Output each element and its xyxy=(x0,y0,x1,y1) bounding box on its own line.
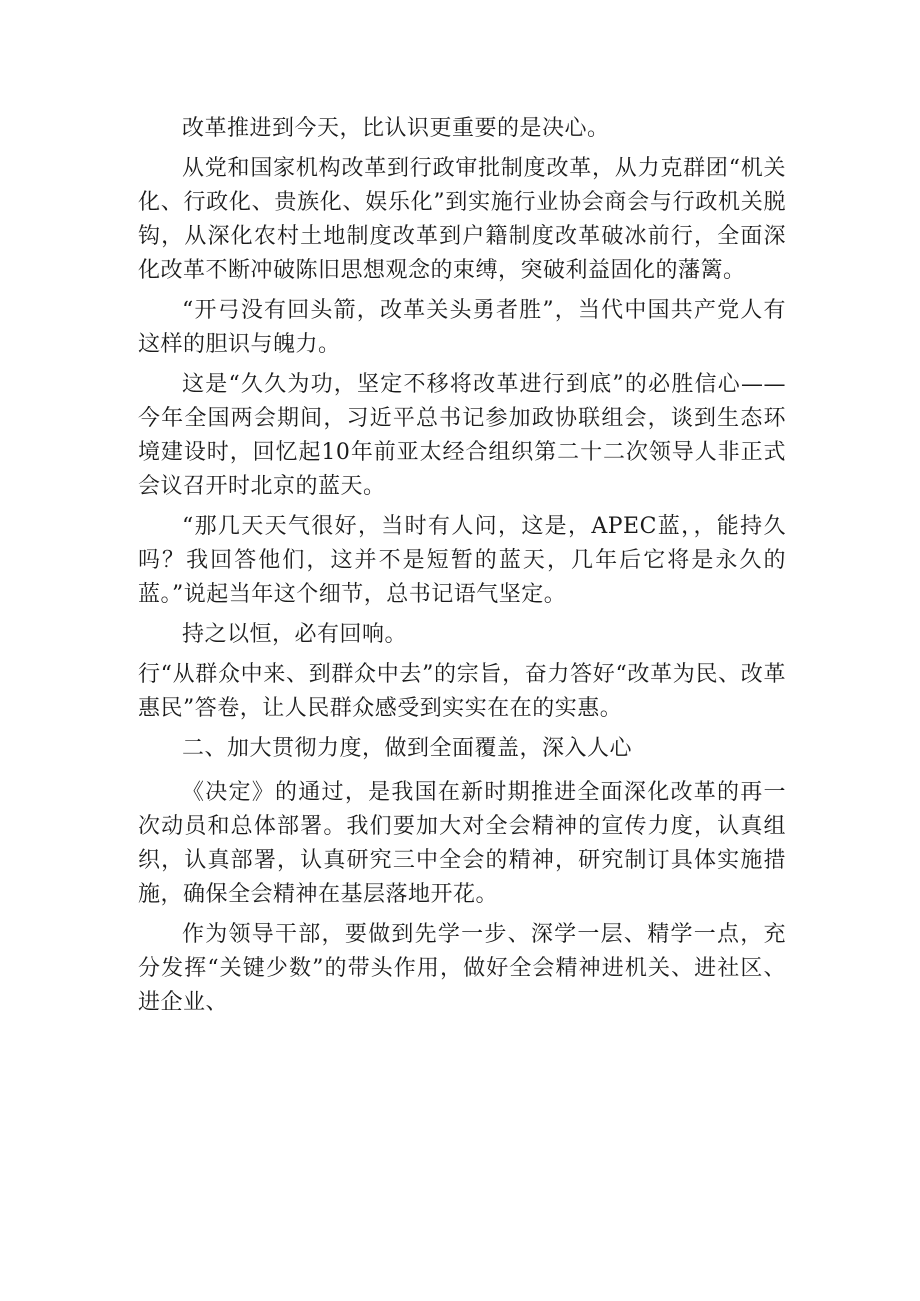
paragraph-7: 行“从群众中来、到群众中去”的宗旨，奋力答好“改革为民、改革惠民”答卷，让人民群众感受到实实在在的实惠。 xyxy=(138,662,786,721)
paragraph-8: 《决定》的通过，是我国在新时期推进全面深化改革的再一次动员和总体部署。我们要加大对全会精神的宣传力度，认真组织，认真部署，认真研究三中全会的精神，研究制订具体实施措施，确保全会精神在基层落地开花。 xyxy=(138,780,786,907)
paragraph-9: 作为领导干部，要做到先学一步、深学一层、精学一点，充分发挥“关键少数”的带头作用，做好全会精神进机关、进社区、进企业、 xyxy=(138,922,786,1015)
paragraph-2: 从党和国家机构改革到行政审批制度改革，从力克群团“机关化、行政化、贵族化、娱乐化”到实施行业协会商会与行政机关脱钩，从深化农村土地制度改革到户籍制度改革破冰前行，全面深化改革不断冲破陈旧思想观念的束缚，突破利益固化的藩篱。 xyxy=(138,156,786,283)
paragraph-6: 持之以恒，必有回响。 xyxy=(182,622,408,647)
document-body xyxy=(138,112,786,1026)
paragraph-3: “开弓没有回头箭，改革关头勇者胜”，当代中国共产党人有这样的胆识与魄力。 xyxy=(138,298,786,357)
paragraph-4: 这是“久久为功，坚定不移将改革进行到底”的必胜信心——今年全国两会期间，习近平总书记参加政协联组会，谈到生态环境建设时，回忆起10年前亚太经合组织第二十二次领导人非正式会议召开时北京的蓝天。 xyxy=(138,372,786,499)
paragraph-5: “那几天天气很好，当时有人问，这是，APEC蓝，，能持久吗？我回答他们，这并不是短暂的蓝天，几年后它将是永久的蓝。”说起当年这个细节，总书记语气坚定。 xyxy=(138,514,786,607)
section-heading: 二、加大贯彻力度，做到全面覆盖，深入人心 xyxy=(182,736,633,761)
paragraph-1: 改革推进到今天，比认识更重要的是决心。 xyxy=(182,116,610,141)
